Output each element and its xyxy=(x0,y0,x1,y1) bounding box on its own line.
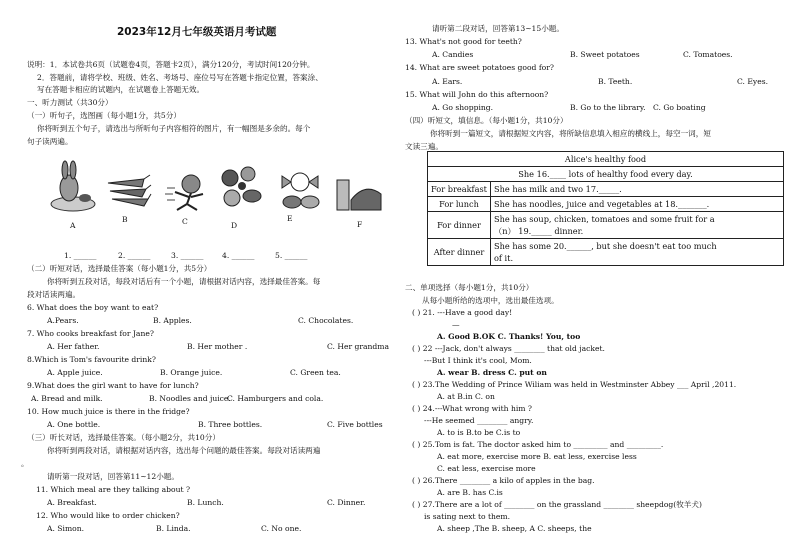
section3-heading: （三）听长对话，选择最佳答案。（每小题2分，共10分） xyxy=(27,433,220,442)
table-row xyxy=(428,182,784,197)
bread-drink-icon xyxy=(333,176,383,216)
section4-instruction: 你将听到一篇短文，请根据短文内容，将所缺信息填入相应的横线上，每空一词，短 xyxy=(430,129,711,138)
question-text: 12. Who would like to order chicken? xyxy=(36,511,180,520)
answer-blank: 5. ______ xyxy=(275,251,308,260)
question-text: 6. What does the boy want to eat? xyxy=(27,303,159,312)
question-line: A. Good B.OK C. Thanks! You, too xyxy=(437,332,581,341)
section3-subheading: 请听第一段对话，回答第11~12小题。 xyxy=(47,472,179,481)
question-text: 10. How much juice is there in the fridge? xyxy=(27,407,190,416)
section4-heading: （四）听短文，填信息。（每小题1分，共10分） xyxy=(405,116,568,125)
rabbit-vegetables-icon xyxy=(47,160,99,214)
question-line: ( ) 21. ---Have a good day! xyxy=(412,308,513,317)
option-a: A. Ears. xyxy=(432,77,463,86)
question-line: ( ) 24.---What wrong with him ? xyxy=(412,404,532,413)
picture-letter: E xyxy=(287,214,293,223)
question-line: ( ) 27.There are a lot of ________ on the grassland ________ sheepdog(牧羊犬) xyxy=(412,500,702,509)
option-a: A.Pears. xyxy=(47,316,79,325)
picture-letter: C xyxy=(182,217,188,226)
option-a: A. Go shopping. xyxy=(432,103,494,112)
option-b: B. Sweet potatoes xyxy=(570,50,640,59)
row-text: She has milk and two 17._____. xyxy=(491,182,784,197)
option-a: A. Candies xyxy=(432,50,474,59)
picture-letter: D xyxy=(231,221,238,230)
question-line: ( ) 26.There ________ a kilo of apples in the bag. xyxy=(412,476,595,485)
note-line: 2．答题前，请将学校、班级、姓名、考场号、座位号写在答题卡指定位置，答案涂、 xyxy=(37,73,323,82)
option-c: C. Go boating xyxy=(653,103,706,112)
boy-running-icon xyxy=(163,172,211,212)
option-b: B. Orange juice. xyxy=(160,368,223,377)
question-line: A. sheep ,The B. sheep, A C. sheeps, the xyxy=(437,524,592,533)
option-c: C. No one. xyxy=(261,524,302,533)
table-intro: She 16.____ lots of healthy food every day. xyxy=(428,167,784,182)
option-c: C. Dinner. xyxy=(327,498,366,507)
option-b: B. Noodles and juice. xyxy=(149,394,231,403)
row-label: After dinner xyxy=(428,239,491,266)
question-line: A. at B.in C. on xyxy=(437,392,495,401)
table-row xyxy=(428,212,784,239)
option-b: B. Lunch. xyxy=(187,498,224,507)
option-c: C. Eyes. xyxy=(737,77,769,86)
option-c: C. Green tea. xyxy=(290,368,341,377)
section3-instruction: 你将听到两段对话，请根据对话内容，选出每个问题的最佳答案。每段对话读两遍 xyxy=(47,446,321,455)
picture-letter: A xyxy=(70,221,76,230)
section2-heading: （二）听短对话，选择最佳答案（每小题1分，共5分） xyxy=(27,264,212,273)
row-text xyxy=(491,212,784,239)
option-a: A. Breakfast. xyxy=(47,498,97,507)
row-text-line: of it. xyxy=(494,253,514,263)
section1-heading: （一）听句子，选图画（每小题1分，共5分） xyxy=(27,111,181,120)
row-label: For breakfast xyxy=(428,182,491,197)
question-text: 11. Which meal are they talking about ? xyxy=(36,485,191,494)
table-row xyxy=(428,239,784,266)
option-b: B. Teeth. xyxy=(598,77,633,86)
section4-instruction: 文读三遍。 xyxy=(405,142,443,151)
option-b: B. Three bottles. xyxy=(198,420,263,429)
row-text xyxy=(491,239,784,266)
option-c: C. Her grandma xyxy=(327,342,390,351)
picture-letter: B xyxy=(122,215,128,224)
carrots-icon xyxy=(104,173,152,209)
row-text-line: She has soup, chicken, tomatoes and some fruit for a xyxy=(494,214,715,224)
part1-heading: 一、听力测试（共30分） xyxy=(27,98,113,107)
question-line: ( ) 25.Tom is fat. The doctor asked him to _________ and _________. xyxy=(412,440,664,449)
question-line: — xyxy=(452,320,460,329)
option-c: C. Chocolates. xyxy=(298,316,354,325)
row-label: For lunch xyxy=(428,197,491,212)
question-text: 9.What does the girl want to have for lunch? xyxy=(27,381,199,390)
option-a: A. Apple juice. xyxy=(47,368,103,377)
page-title: 2023年12月七年级英语月考试题 xyxy=(117,26,277,38)
row-text-line: She has some 20.______, but she doesn't eat too much xyxy=(494,241,717,251)
question-text: 13. What's not good for teeth? xyxy=(405,37,522,46)
question-text: 14. What are sweet potatoes good for? xyxy=(405,63,554,72)
row-text-line: （n） 19._____ dinner. xyxy=(494,226,584,236)
question-text: 15. What will John do this afternoon? xyxy=(405,90,549,99)
row-label: For dinner xyxy=(428,212,491,239)
section1-instruction: 你将听到五个句子，请选出与所听句子内容相符的图片，有一幅图是多余的。每个 xyxy=(37,124,311,133)
option-b: B. Linda. xyxy=(156,524,191,533)
question-line: A. to is B.to be C.is to xyxy=(437,428,521,437)
fruits-icon xyxy=(218,162,266,212)
option-a: A. Simon. xyxy=(47,524,85,533)
table-row xyxy=(428,197,784,212)
section2-instruction: 段对话读两遍。 xyxy=(27,290,81,299)
question-line: ( ) 23.The Wedding of Prince Wiliam was held in Westminster Abbey ___ April ,2011. xyxy=(412,380,737,389)
option-c: C. Hamburgers and cola. xyxy=(227,394,324,403)
answer-blank: 1. ______ xyxy=(64,251,97,260)
info-table xyxy=(427,151,784,266)
option-a: A. Her father. xyxy=(47,342,100,351)
row-text: She has noodles, juice and vegetables at 18._______. xyxy=(491,197,784,212)
note-line: 说明：1．本试卷共6页（试题卷4页，答题卡2页），满分120分，考试时间120分钟。 xyxy=(27,60,315,69)
note-line: 写在答题卡相应的试题内，在试题卷上答题无效。 xyxy=(37,85,205,94)
question-line: ---But I think it's cool, Mom. xyxy=(424,356,532,365)
option-b: B. Apples. xyxy=(153,316,192,325)
question-line: ( ) 22 ---Jack, don't always ________ that old jacket. xyxy=(412,344,605,353)
question-line: ---He seemed ________ angry. xyxy=(424,416,534,425)
option-c: C. Five bottles xyxy=(327,420,383,429)
section2-instruction: 你将听到五段对话，每段对话后有一个小题，请根据对话内容，选择最佳答案。每 xyxy=(47,277,321,286)
option-b: B. Go to the library. xyxy=(570,103,646,112)
part2-heading: 二、单项选择（每小题1分，共10分） xyxy=(405,283,534,292)
question-line: is sating next to them. xyxy=(424,512,511,521)
question-line: A. wear B. dress C. put on xyxy=(437,368,547,377)
answer-blank: 2. ______ xyxy=(118,251,151,260)
section3-subheading: 请听第二段对话，回答第13~15小题。 xyxy=(432,24,564,33)
question-text: 8.Which is Tom's favourite drink? xyxy=(27,355,156,364)
question-line: A. eat more, exercise more B. eat less, exercise less xyxy=(437,452,637,461)
question-line: A. are B. has C.is xyxy=(437,488,503,497)
picture-letter: F xyxy=(357,220,363,229)
answer-blank: 4. ______ xyxy=(222,251,255,260)
answer-blank: 3. ______ xyxy=(171,251,204,260)
option-a: A. One bottle. xyxy=(47,420,101,429)
question-line: C. eat less, exercise more xyxy=(437,464,536,473)
table-caption: Alice's healthy food xyxy=(428,152,784,167)
candy-icon xyxy=(276,168,324,212)
section1-instruction: 句子读两遍。 xyxy=(27,137,73,146)
option-a: A. Bread and milk. xyxy=(31,394,103,403)
option-c: C. Tomatoes. xyxy=(683,50,733,59)
part2-instruction: 从每小题所给的选项中，选出最佳选项。 xyxy=(422,296,559,305)
option-b: B. Her mother . xyxy=(187,342,248,351)
section3-instruction: 。 xyxy=(21,459,29,468)
question-text: 7. Who cooks breakfast for Jane? xyxy=(27,329,154,338)
